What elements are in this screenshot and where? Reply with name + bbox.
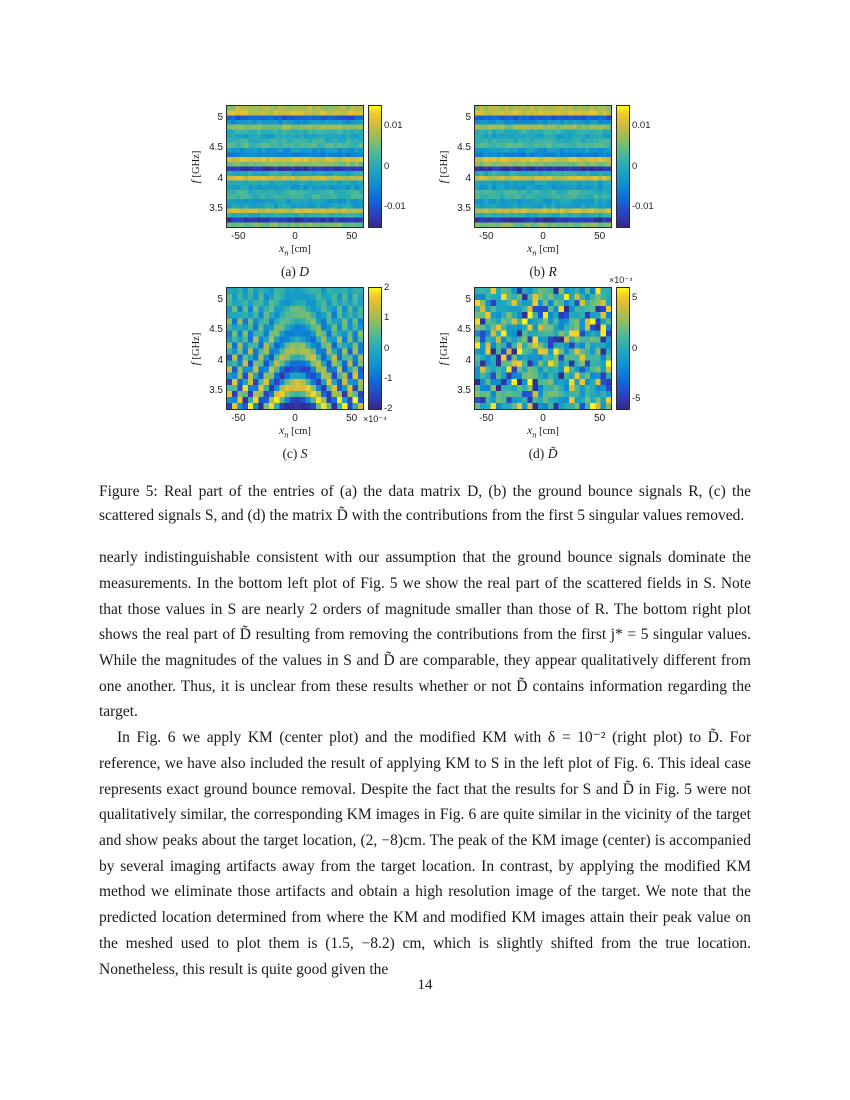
subplot-caption: (a) D [280, 264, 310, 279]
paragraph-2: In Fig. 6 we apply KM (center plot) and the modified KM with δ = 10⁻² (right plot) to D̃. For reference, we have also included the result of applying KM to S in the left plot of Fig. 6. This ideal case represents exact ground bounce removal. Despite the fact that the results for S and D̃ in Fig. 5 were not qualitatively similar, the corresponding KM images in Fig. 6 are quite similar in the vicinity of the target and show peaks about the target location, (2, −8)cm. The peak of the KM image (center) is accompanied by several imaging artifacts away from the target location. In contrast, by applying the modified KM method we eliminate those artifacts and obtain a high resolution image of the target. We note that the predicted location determined from where the KM and modified KM images attain their peak value on the meshed used to plot them is (1.5, −8.2) cm, which is slightly shifted from the true location. Nonetheless, this result is quite good given the [99, 729, 751, 978]
y-tick-label: 5 [217, 112, 223, 124]
x-axis-label: $x_n$ [cm] [279, 243, 311, 258]
body-text [99, 545, 751, 982]
heatmap-canvas [227, 106, 363, 227]
y-tick-label: 4.5 [457, 142, 471, 154]
x-axis-label: $x_n$ [cm] [527, 425, 559, 440]
y-tick-label: 4 [465, 172, 471, 184]
heatmap-canvas [475, 288, 611, 409]
colorbar-tick-label: 0.01 [384, 120, 403, 132]
subplot-d [429, 275, 669, 462]
y-tick-label: 3.5 [457, 202, 471, 214]
y-tick-label: 3.5 [209, 384, 223, 396]
x-tick-label: 0 [292, 413, 298, 424]
x-tick-label: -50 [231, 413, 246, 424]
x-axis-label: $x_n$ [cm] [527, 243, 559, 258]
y-axis-label: f [GHz] [438, 150, 450, 184]
x-tick-label: 50 [594, 231, 606, 242]
colorbar-exponent: ×10⁻⁴ [363, 414, 387, 424]
colorbar-tick-label: 2 [384, 282, 390, 293]
x-tick-label: -50 [231, 231, 246, 242]
subplot-b [429, 104, 669, 280]
y-axis-label: f [GHz] [190, 150, 202, 184]
y-tick-label: 3.5 [209, 202, 223, 214]
subplot-caption: (d) D̃ [528, 446, 558, 461]
colorbar-tick-label: 0 [632, 342, 638, 354]
colorbar [369, 106, 381, 227]
colorbar-tick-label: 0.01 [632, 120, 651, 132]
x-tick-label: 0 [540, 413, 546, 424]
colorbar-tick-label: 0 [384, 342, 390, 354]
y-axis-label: f [GHz] [190, 332, 202, 366]
subplot-grid [0, 104, 850, 462]
colorbar-tick-label: -0.01 [384, 200, 406, 212]
page-number: 14 [417, 977, 433, 993]
y-tick-label: 5 [465, 112, 471, 124]
y-tick-label: 4 [465, 354, 471, 366]
heatmap-canvas [227, 288, 363, 409]
colorbar-exponent: ×10⁻⁴ [609, 275, 633, 285]
colorbar-tick-label: -1 [384, 372, 393, 384]
y-tick-label: 4.5 [209, 142, 223, 154]
colorbar-tick-label: 5 [632, 292, 638, 304]
heatmap-canvas [475, 106, 611, 227]
x-tick-label: 50 [346, 231, 358, 242]
x-axis-label: $x_n$ [cm] [279, 425, 311, 440]
x-tick-label: -50 [479, 231, 494, 242]
colorbar-tick-label: 0 [384, 160, 390, 172]
y-tick-label: 4.5 [209, 324, 223, 336]
colorbar-tick-label: -2 [384, 403, 393, 414]
x-tick-label: 0 [292, 231, 298, 242]
subplot-caption: (b) R [529, 264, 557, 279]
subplot-a [181, 104, 421, 280]
y-tick-label: 4 [217, 172, 223, 184]
colorbar-tick-label: -5 [632, 392, 641, 404]
subplot-caption: (c) S [282, 446, 308, 461]
colorbar-tick-label: 0 [632, 160, 638, 172]
colorbar [617, 288, 629, 409]
figure-5 [0, 0, 850, 527]
figure-caption: Figure 5: Real part of the entries of (a) the data matrix D, (b) the ground bounce signals R, (c) the scattered signals S, and (d) the matrix D̃ with the contributions from the first 5 singular values removed. [99, 483, 751, 524]
colorbar-tick-label: -0.01 [632, 200, 654, 212]
y-tick-label: 4 [217, 354, 223, 366]
y-tick-label: 5 [465, 294, 471, 306]
y-tick-label: 4.5 [457, 324, 471, 336]
y-axis-label: f [GHz] [438, 332, 450, 366]
colorbar [369, 288, 381, 409]
x-tick-label: 50 [594, 413, 606, 424]
x-tick-label: -50 [479, 413, 494, 424]
colorbar [617, 106, 629, 227]
x-tick-label: 50 [346, 413, 358, 424]
subplot-c [181, 282, 421, 462]
colorbar-tick-label: 1 [384, 312, 390, 324]
x-tick-label: 0 [540, 231, 546, 242]
y-tick-label: 3.5 [457, 384, 471, 396]
paragraph-1: nearly indistinguishable consistent with our assumption that the ground bounce signals dominate the measurements. In the bottom left plot of Fig. 5 we show the real part of the scattered fields in S. Note that those values in S are nearly 2 orders of magnitude smaller than those of R. The bottom right plot shows the real part of D̃ resulting from removing the contributions from the first j* = 5 singular values. While the magnitudes of the values in S and D̃ are comparable, they appear qualitatively different from one another. Thus, it is unclear from these results whether or not D̃ contains information regarding the target. [99, 549, 751, 721]
y-tick-label: 5 [217, 294, 223, 306]
